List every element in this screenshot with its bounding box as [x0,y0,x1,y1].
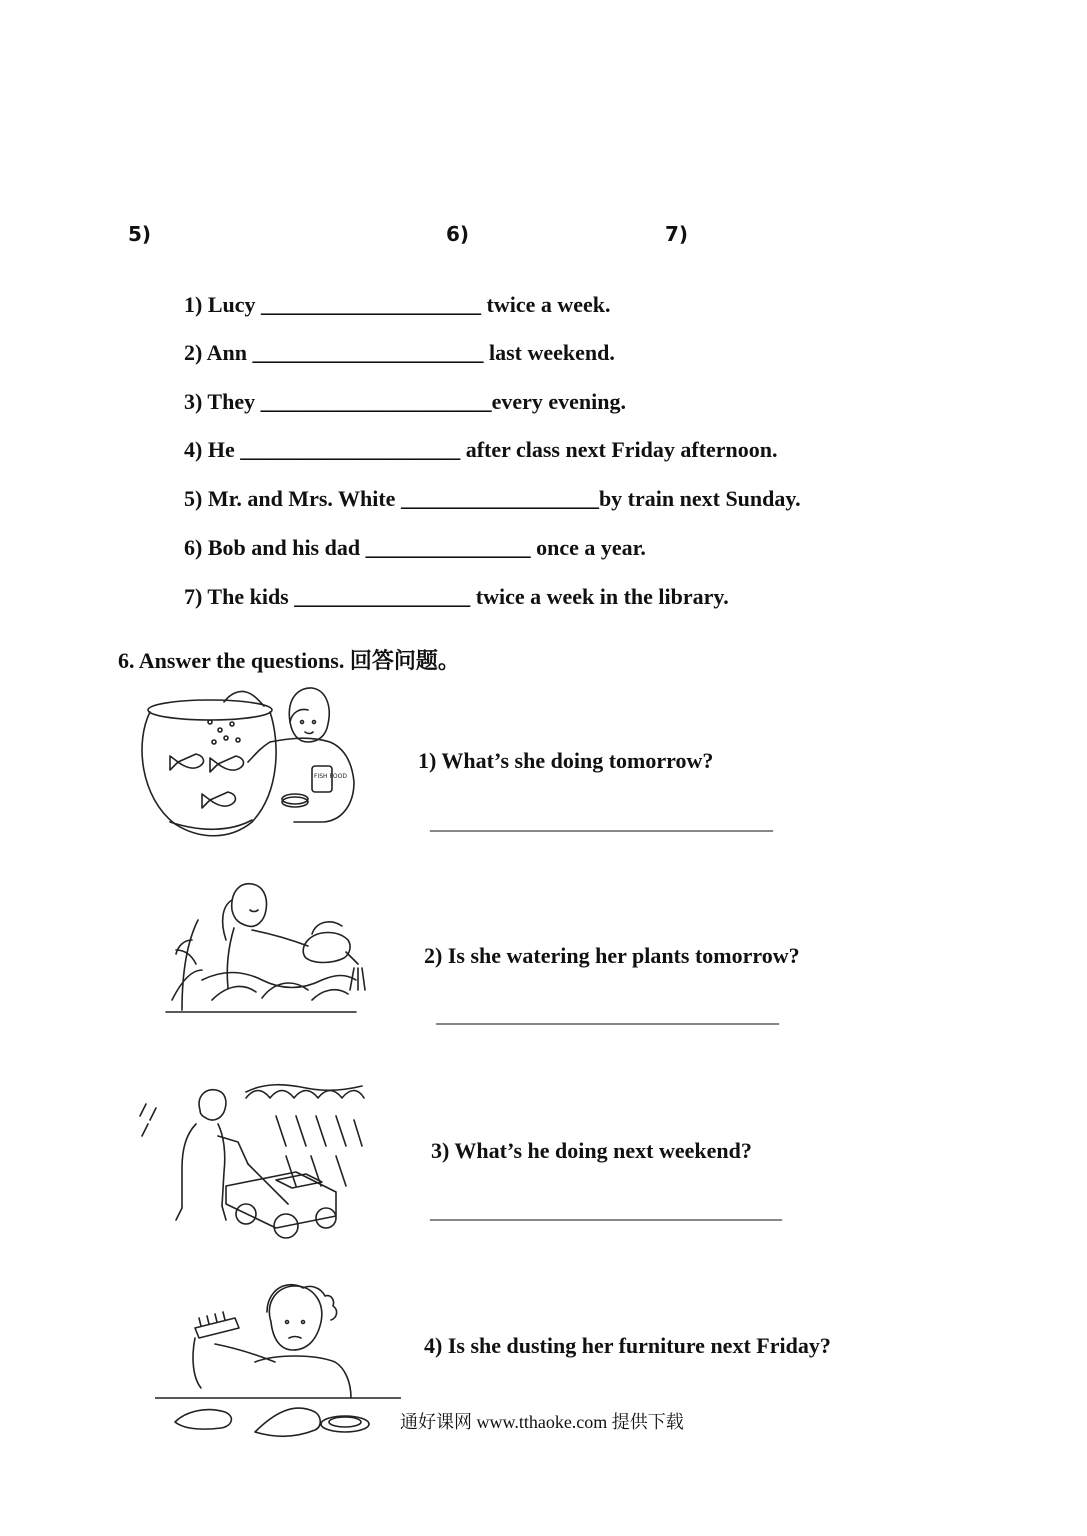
picture-label-5: 5) [128,222,152,246]
mowing-lawn-illustration [136,1076,368,1246]
fish-food-label: FISH FOOD [314,773,347,780]
cleaning-shoes-illustration [155,1282,401,1452]
sentence-3: 3) They _____________________every evening. [184,389,627,414]
answer-line-1[interactable]: ______________________________________ [430,812,772,834]
picture-label-6: 6) [446,222,470,246]
answer-line-2[interactable]: ______________________________________ [436,1005,778,1027]
sentence-1: 1) Lucy ____________________ twice a week. [184,292,611,317]
question-3: 3) What’s he doing next weekend? [431,1138,752,1163]
picture-label-7: 7) [665,222,689,246]
sentence-5: 5) Mr. and Mrs. White __________________by train next Sunday. [184,486,801,511]
footer-source: 通好课网 www.tthaoke.com 提供下载 [400,1412,684,1432]
sentence-4: 4) He ____________________ after class next Friday afternoon. [184,437,778,462]
sentence-2: 2) Ann _____________________ last weekend. [184,340,615,365]
question-2: 2) Is she watering her plants tomorrow? [424,943,800,968]
section-heading: 6. Answer the questions. 回答问题。 [118,648,460,673]
watering-plants-illustration [162,880,367,1020]
sentence-7: 7) The kids ________________ twice a week in the library. [184,584,729,609]
answer-line-3[interactable]: _______________________________________ [430,1201,781,1223]
question-1: 1) What’s she doing tomorrow? [418,748,714,773]
question-4: 4) Is she dusting her furniture next Friday? [424,1333,831,1358]
fishbowl-feeding-illustration [140,682,365,842]
sentence-6: 6) Bob and his dad _______________ once a year. [184,535,646,560]
